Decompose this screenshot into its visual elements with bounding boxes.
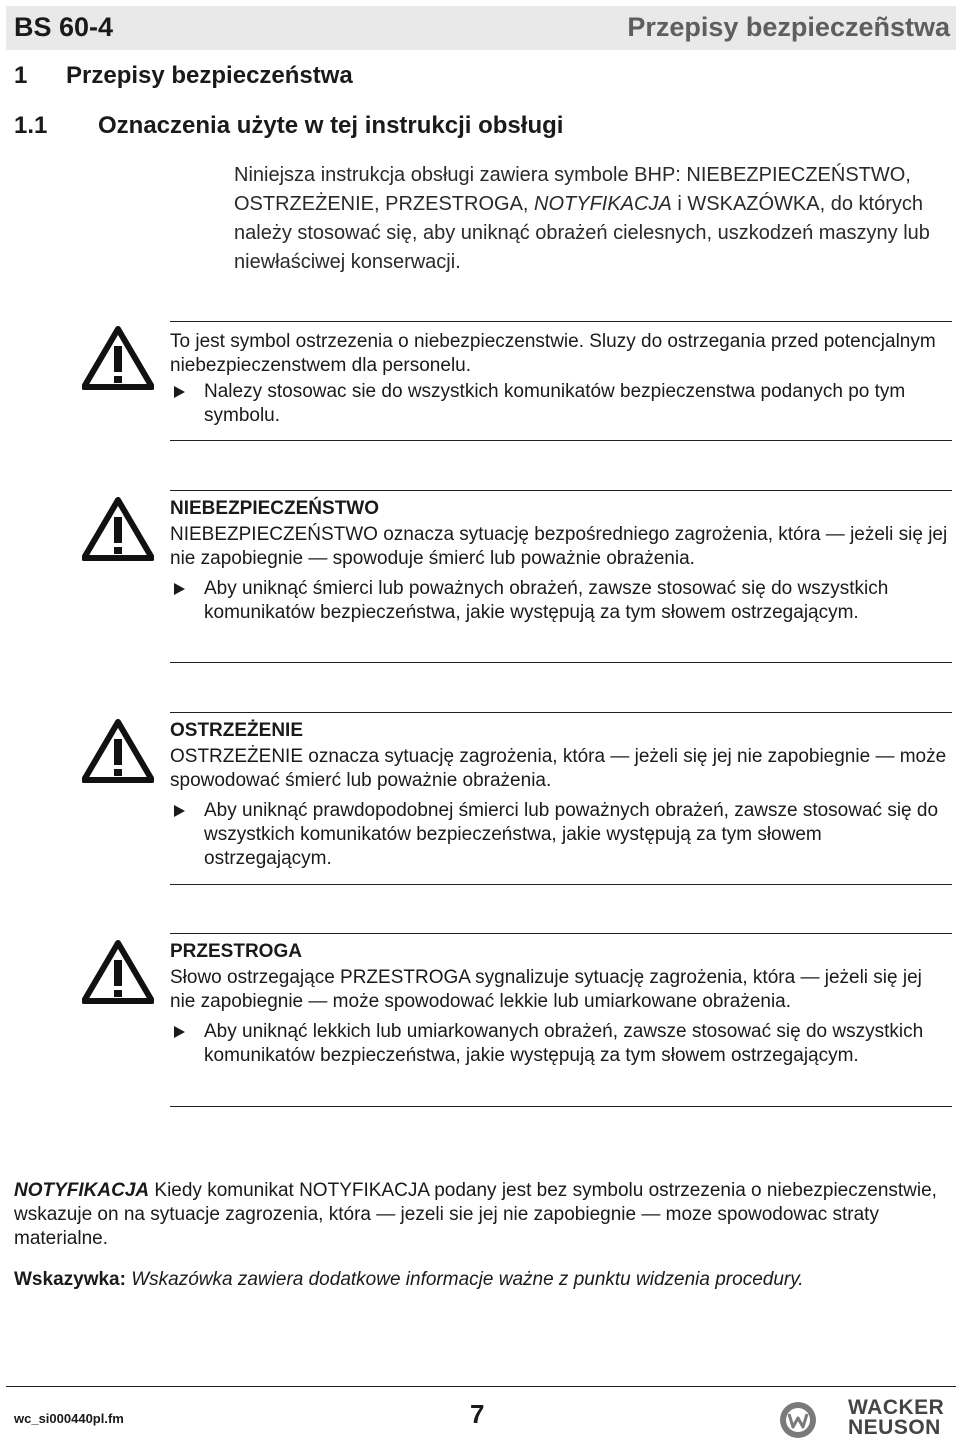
divider <box>170 662 952 663</box>
divider <box>170 321 952 322</box>
hint-text: Wskazówka zawiera dodatkowe informacje ważne z punktu widzenia procedury. <box>125 1269 804 1290</box>
warning-triangle-icon <box>82 940 154 1004</box>
warning-triangle-icon <box>82 719 154 783</box>
divider <box>170 884 952 885</box>
signal-word: PRZESTROGA <box>170 941 302 962</box>
intro-paragraph <box>234 161 952 277</box>
arrow-right-icon <box>174 386 185 398</box>
notice-label: NOTYFIKACJA <box>14 1180 150 1201</box>
notice-paragraph <box>14 1179 944 1251</box>
wacker-neuson-logo-mark-icon <box>778 1400 818 1440</box>
heading-1 <box>14 62 353 90</box>
divider <box>170 933 952 934</box>
intro-italic: NOTYFIKACJA <box>534 193 672 215</box>
signal-word: NIEBEZPIECZEŃSTWO <box>170 498 380 519</box>
divider <box>170 440 952 441</box>
divider <box>170 490 952 491</box>
warning-bullet: Nalezy stosowac sie do wszystkich komunikatów bezpieczenstwa podanych po tym symbolu. <box>170 380 950 428</box>
notice-text: Kiedy komunikat NOTYFIKACJA podany jest bez symbolu ostrzezenia o niebezpieczenstwie, wskazuje on na sytuacje zagrozenia, która — jezeli sie jej nie zapobiegnie — moze spowodowac straty materialne. <box>14 1180 937 1249</box>
warning-text: NIEBEZPIECZEŃSTWO oznacza sytuację bezpośredniego zagrożenia, która — jeżeli się jej nie zapobiegnie — spowoduje śmierć lub poważnie obrażenia. <box>170 524 948 569</box>
heading-2-title: Oznaczenia użyte w tej instrukcji obsługi <box>98 112 564 139</box>
warning-triangle-icon <box>82 497 154 561</box>
doc-code: BS 60-4 <box>14 12 114 42</box>
signal-word: OSTRZEŻENIE <box>170 720 304 741</box>
hint-paragraph <box>14 1268 944 1292</box>
intro-text-1: Niniejsza instrukcja obsługi zawiera symbole BHP: NIEBEZPIECZEŃSTWO, OSTRZEŻENIE, PRZESTROGA, <box>234 164 911 215</box>
divider <box>170 1106 952 1107</box>
warning-text: OSTRZEŻENIE oznacza sytuację zagrożenia, która — jeżeli się jej nie zapobiegnie — może spowodować śmierć lub poważnie obrażenia. <box>170 746 947 791</box>
heading-1-title: Przepisy bezpieczeństwa <box>66 62 353 89</box>
heading-2-number: 1.1 <box>14 112 48 139</box>
arrow-right-icon <box>174 1026 185 1038</box>
header-section-title: Przepisy bezpieczeñstwa <box>627 12 950 42</box>
hint-label: Wskazywka: <box>14 1269 126 1290</box>
divider <box>170 712 952 713</box>
heading-1-number: 1 <box>14 62 28 89</box>
warning-bullet: Aby uniknąć lekkich lub umiarkowanych obrażeń, zawsze stosować się do wszystkich komunikatów bezpieczeństwa, jakie występują za tym słowem ostrzegającym. <box>170 1020 950 1068</box>
warning-triangle-icon <box>82 326 154 390</box>
footer-divider <box>6 1386 956 1387</box>
arrow-right-icon <box>174 583 185 595</box>
warning-text: Słowo ostrzegające PRZESTROGA sygnalizuje sytuację zagrożenia, która — jeżeli się jej nie zapobiegnie — może spowodować lekkie lub umiarkowane obrażenia. <box>170 967 922 1012</box>
logo-wordmark: WACKER NEUSON <box>848 1396 945 1439</box>
intro-text-2: i WSKAZÓWKA, do których należy stosować się, aby uniknąć obrażeń cielesnych, uszkodzeń maszyny lub niewłaściwej konserwacji. <box>234 193 930 273</box>
warning-text: To jest symbol ostrzezenia o niebezpieczenstwie. Sluzy do ostrzegania przed potencjalnym niebezpieczenstwem dla personelu. <box>170 331 936 376</box>
arrow-right-icon <box>174 805 185 817</box>
page-number: 7 <box>470 1399 485 1429</box>
warning-bullet: Aby uniknąć śmierci lub poważnych obrażeń, zawsze stosować się do wszystkich komunikatów bezpieczeństwa, jakie występują za tym słowem ostrzegającym. <box>170 577 950 625</box>
footer-filename: wc_si000440pl.fm <box>14 1411 124 1426</box>
heading-2 <box>14 112 563 140</box>
wacker-neuson-logo <box>778 1398 954 1442</box>
warning-bullet: Aby uniknąć prawdopodobnej śmierci lub poważnych obrażeń, zawsze stosować się do wszystkich komunikatów bezpieczeństwa, jakie występują za tym słowem ostrzegającym. <box>170 799 950 871</box>
